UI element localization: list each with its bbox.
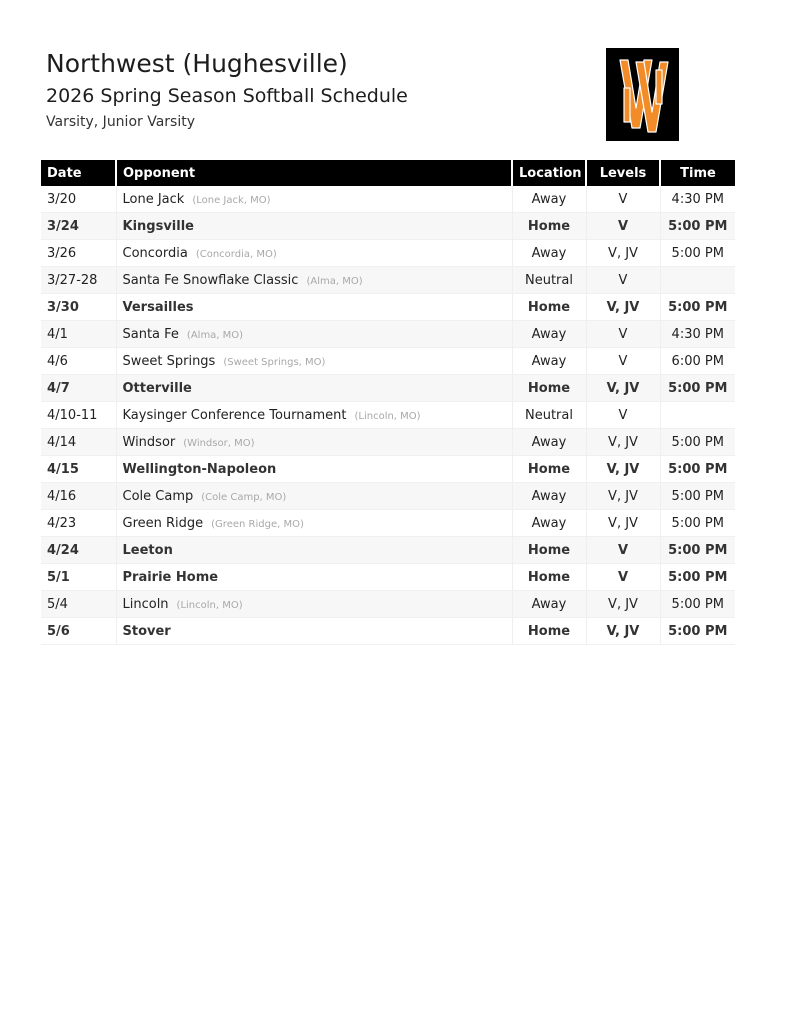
header-time: Time [660, 160, 735, 186]
opponent-name: Otterville [122, 380, 192, 396]
opponent-name: Kaysinger Conference Tournament [122, 407, 347, 423]
cell-levels: V, JV [586, 591, 660, 618]
cell-time: 5:00 PM [660, 456, 735, 483]
opponent-name: Windsor [122, 434, 176, 450]
cell-levels: V [586, 186, 660, 213]
cell-date: 5/1 [41, 564, 116, 591]
opponent-name: Santa Fe [122, 326, 179, 342]
cell-time: 5:00 PM [660, 240, 735, 267]
cell-date: 4/6 [41, 348, 116, 375]
opponent-name: Concordia [122, 245, 188, 261]
opponent-name: Wellington-Napoleon [122, 461, 277, 477]
table-header-row [41, 160, 735, 186]
cell-levels: V [586, 348, 660, 375]
cell-time: 5:00 PM [660, 429, 735, 456]
cell-opponent [116, 402, 512, 429]
opponent-location-note: (Lone Jack, MO) [192, 194, 271, 206]
cell-location: Away [512, 591, 586, 618]
table-row [41, 591, 735, 618]
season-title: 2026 Spring Season Softball Schedule [46, 85, 408, 107]
cell-opponent [116, 429, 512, 456]
cell-opponent [116, 510, 512, 537]
cell-levels: V [586, 402, 660, 429]
header-opponent: Opponent [116, 160, 512, 186]
opponent-location-note: (Windsor, MO) [183, 437, 255, 449]
cell-opponent [116, 186, 512, 213]
cell-levels: V, JV [586, 294, 660, 321]
cell-time [660, 267, 735, 294]
opponent-name: Lincoln [122, 596, 169, 612]
cell-opponent [116, 483, 512, 510]
school-title: Northwest (Hughesville) [46, 49, 348, 78]
table-row [41, 456, 735, 483]
cell-location: Away [512, 510, 586, 537]
cell-opponent [116, 294, 512, 321]
cell-time: 5:00 PM [660, 510, 735, 537]
table-row [41, 429, 735, 456]
header-levels: Levels [586, 160, 660, 186]
cell-time: 5:00 PM [660, 483, 735, 510]
table-row [41, 564, 735, 591]
cell-location: Away [512, 321, 586, 348]
table-row [41, 267, 735, 294]
schedule-header [46, 48, 408, 132]
table-row [41, 510, 735, 537]
cell-location: Away [512, 429, 586, 456]
cell-location: Away [512, 240, 586, 267]
cell-time: 5:00 PM [660, 591, 735, 618]
table-row [41, 186, 735, 213]
cell-opponent [116, 456, 512, 483]
opponent-location-note: (Lincoln, MO) [176, 599, 243, 611]
cell-date: 3/26 [41, 240, 116, 267]
cell-time: 5:00 PM [660, 564, 735, 591]
cell-date: 5/6 [41, 618, 116, 645]
cell-levels: V [586, 213, 660, 240]
cell-opponent [116, 240, 512, 267]
levels-subtitle: Varsity, Junior Varsity [46, 114, 196, 130]
cell-levels: V [586, 267, 660, 294]
cell-date: 4/14 [41, 429, 116, 456]
cell-opponent [116, 537, 512, 564]
table-row [41, 537, 735, 564]
cell-location: Away [512, 348, 586, 375]
schedule-table [41, 160, 735, 645]
opponent-name: Leeton [122, 542, 173, 558]
opponent-location-note: (Green Ridge, MO) [211, 518, 304, 530]
cell-location: Neutral [512, 267, 586, 294]
cell-time: 4:30 PM [660, 186, 735, 213]
cell-date: 4/10-11 [41, 402, 116, 429]
table-row [41, 321, 735, 348]
opponent-name: Kingsville [122, 218, 194, 234]
logo-graphic [606, 48, 679, 141]
cell-levels: V, JV [586, 240, 660, 267]
cell-levels: V, JV [586, 375, 660, 402]
header-date: Date [41, 160, 116, 186]
cell-levels: V, JV [586, 456, 660, 483]
cell-date: 3/20 [41, 186, 116, 213]
cell-location: Neutral [512, 402, 586, 429]
cell-location: Home [512, 618, 586, 645]
cell-date: 3/24 [41, 213, 116, 240]
cell-location: Home [512, 456, 586, 483]
opponent-name: Prairie Home [122, 569, 219, 585]
opponent-name: Sweet Springs [122, 353, 216, 369]
table-row [41, 348, 735, 375]
cell-date: 4/15 [41, 456, 116, 483]
cell-date: 3/30 [41, 294, 116, 321]
cell-date: 4/24 [41, 537, 116, 564]
cell-opponent [116, 267, 512, 294]
cell-opponent [116, 348, 512, 375]
opponent-location-note: (Lincoln, MO) [354, 410, 421, 422]
opponent-name: Santa Fe Snowflake Classic [122, 272, 299, 288]
cell-location: Home [512, 213, 586, 240]
cell-opponent [116, 213, 512, 240]
opponent-name: Green Ridge [122, 515, 204, 531]
opponent-name: Cole Camp [122, 488, 194, 504]
cell-time [660, 402, 735, 429]
cell-opponent [116, 564, 512, 591]
cell-time: 5:00 PM [660, 537, 735, 564]
opponent-name: Lone Jack [122, 191, 185, 207]
cell-time: 4:30 PM [660, 321, 735, 348]
cell-opponent [116, 591, 512, 618]
cell-time: 6:00 PM [660, 348, 735, 375]
cell-time: 5:00 PM [660, 618, 735, 645]
cell-levels: V, JV [586, 618, 660, 645]
opponent-name: Stover [122, 623, 171, 639]
table-row [41, 240, 735, 267]
cell-date: 4/16 [41, 483, 116, 510]
cell-time: 5:00 PM [660, 294, 735, 321]
cell-location: Away [512, 186, 586, 213]
opponent-location-note: (Cole Camp, MO) [201, 491, 287, 503]
cell-time: 5:00 PM [660, 213, 735, 240]
table-row [41, 213, 735, 240]
opponent-location-note: (Alma, MO) [186, 329, 244, 341]
cell-location: Home [512, 375, 586, 402]
cell-opponent [116, 375, 512, 402]
nw-monogram-logo [606, 48, 679, 141]
cell-time: 5:00 PM [660, 375, 735, 402]
cell-levels: V [586, 321, 660, 348]
cell-date: 5/4 [41, 591, 116, 618]
cell-levels: V [586, 537, 660, 564]
cell-location: Home [512, 537, 586, 564]
header-location: Location [512, 160, 586, 186]
table-row [41, 618, 735, 645]
cell-location: Home [512, 294, 586, 321]
cell-date: 4/1 [41, 321, 116, 348]
cell-levels: V, JV [586, 429, 660, 456]
opponent-location-note: (Sweet Springs, MO) [223, 356, 326, 368]
cell-date: 4/23 [41, 510, 116, 537]
cell-location: Away [512, 483, 586, 510]
cell-location: Home [512, 564, 586, 591]
table-row [41, 402, 735, 429]
cell-levels: V, JV [586, 483, 660, 510]
cell-opponent [116, 618, 512, 645]
table-row [41, 375, 735, 402]
cell-levels: V, JV [586, 510, 660, 537]
cell-levels: V [586, 564, 660, 591]
opponent-name: Versailles [122, 299, 194, 315]
cell-date: 3/27-28 [41, 267, 116, 294]
table-row [41, 483, 735, 510]
opponent-location-note: (Alma, MO) [306, 275, 363, 287]
opponent-location-note: (Concordia, MO) [195, 248, 277, 260]
cell-date: 4/7 [41, 375, 116, 402]
cell-opponent [116, 321, 512, 348]
table-row [41, 294, 735, 321]
